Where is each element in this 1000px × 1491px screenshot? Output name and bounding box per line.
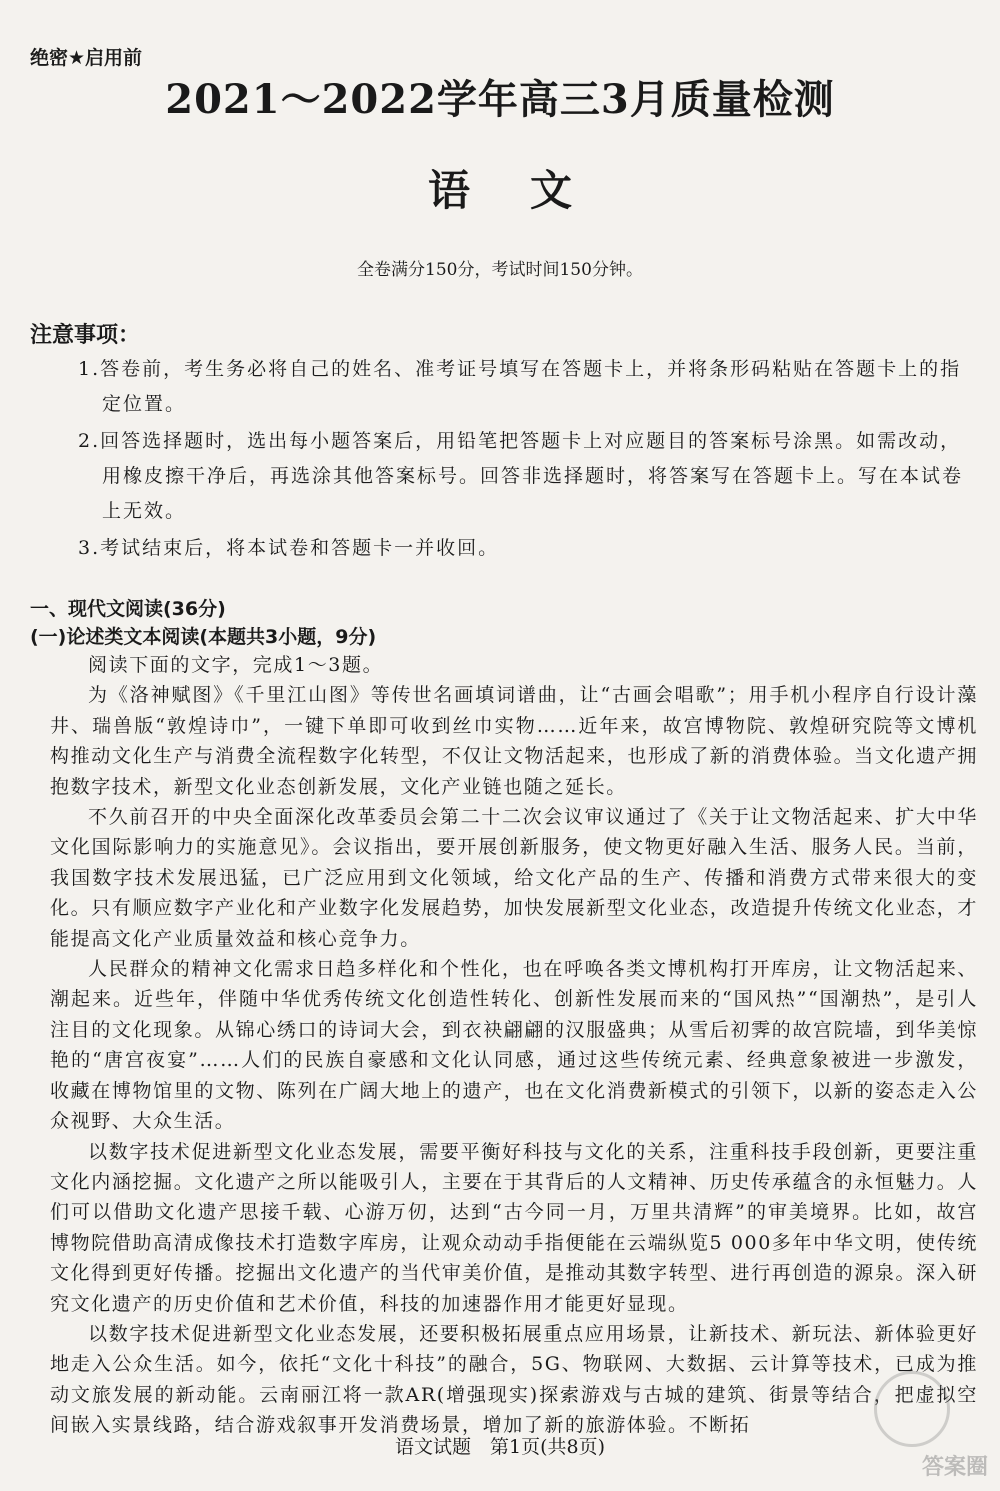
- subsection-heading: (一)论述类文本阅读(本题共3小题，9分): [30, 626, 377, 648]
- subject-title: 语文: [427, 166, 632, 215]
- notice-item: 2.回答选择题时，选出每小题答案后，用铅笔把答题卡上对应题目的答案标号涂黑。如需改动，用橡皮擦干净后，再选涂其他答案标号。回答非选择题时，将答案写在答题卡上。写在本试卷上无效。: [78, 430, 964, 522]
- watermark-logo-icon: [874, 1371, 950, 1447]
- passage-paragraph: 以数字技术促进新型文化业态发展，还要积极拓展重点应用场景，让新技术、新玩法、新体验更好地走入公众生活。如今，依托“文化十科技”的融合，5G、物联网、大数据、云计算等技术，已成为推动文旅发展的新动能。云南丽江将一款AR(增强现实)探索游戏与古城的建筑、街景等结合，把虚拟空间嵌入实景线路，结合游戏叙事开发消费场景，增加了新的旅游体验。不断拓: [50, 1322, 978, 1437]
- passage-paragraph: 以数字技术促进新型文化业态发展，需要平衡好科技与文化的关系，注重科技手段创新，更要注重文化内涵挖掘。文化遗产之所以能吸引人，主要在于其背后的人文精神、历史传承蕴含的永恒魅力。人们可以借助文化遗产思接千载、心游万仞，达到“古今同一月，万里共清辉”的审美境界。比如，故宫博物院借助高清成像技术打造数字库房，让观众动动手指便能在云端纵览5 000多年中华文明，使传统文化得到更好传播。挖掘出文化遗产的当代审美价值，是推动其数字转型、进行再创造的源泉。深入研究文化遗产的历史价值和艺术价值，科技的加速器作用才能更好显现。: [50, 1140, 978, 1315]
- notice-item: 3.考试结束后，将本试卷和答题卡一并收回。: [78, 537, 500, 559]
- notice-heading: 注意事项：: [30, 323, 141, 348]
- page-footer: 语文试题 第1页(共8页): [394, 1436, 605, 1458]
- watermark-text: 答案圈: [921, 1455, 988, 1480]
- reading-passage: [50, 650, 978, 1441]
- notice-list: [78, 352, 978, 568]
- score-note: 全卷满分150分，考试时间150分钟。: [357, 260, 643, 280]
- confidential-label: 绝密★启用前: [30, 47, 143, 69]
- notice-item: 1.答卷前，考生务必将自己的姓名、准考证号填写在答题卡上，并将条形码粘贴在答题卡上的指定位置。: [78, 358, 962, 415]
- section-heading: 一、现代文阅读(36分): [30, 598, 226, 620]
- passage-paragraph: 人民群众的精神文化需求日趋多样化和个性化，也在呼唤各类文博机构打开库房，让文物活起来、潮起来。近些年，伴随中华优秀传统文化创造性转化、创新性发展而来的“国风热”“国潮热”，是引人注目的文化现象。从锦心绣口的诗词大会，到衣袂翩翩的汉服盛典；从雪后初霁的故宫院墙，到华美惊艳的“唐宫夜宴”……人们的民族自豪感和文化认同感，通过这些传统元素、经典意象被进一步激发，收藏在博物馆里的文物、陈列在广阔大地上的遗产，也在文化消费新模式的引领下，以新的姿态走入公众视野、大众生活。: [50, 958, 978, 1133]
- passage-instruction: 阅读下面的文字，完成1～3题。: [88, 654, 384, 676]
- passage-paragraph: 为《洛神赋图》《千里江山图》等传世名画填词谱曲，让“古画会唱歌”；用手机小程序自行设计藻井、瑞兽版“敦煌诗巾”，一键下单即可收到丝巾实物……近年来，故宫博物院、敦煌研究院等文博机构推动文化生产与消费全流程数字化转型，不仅让文物活起来，也形成了新的消费体验。当文化遗产拥抱数字技术，新型文化业态创新发展，文化产业链也随之延长。: [50, 684, 978, 798]
- passage-paragraph: 不久前召开的中央全面深化改革委员会第二十二次会议审议通过了《关于让文物活起来、扩大中华文化国际影响力的实施意见》。会议指出，要开展创新服务，使文物更好融入生活、服务人民。当前，我国数字技术发展迅猛，已广泛应用到文化领域，给文化产品的生产、传播和消费方式带来很大的变化。只有顺应数字产业化和产业数字化发展趋势，加快发展新型文化业态，改造提升传统文化业态，才能提高文化产业质量效益和核心竞争力。: [50, 806, 978, 950]
- exam-title: 2021～2022学年高三3月质量检测: [165, 76, 835, 123]
